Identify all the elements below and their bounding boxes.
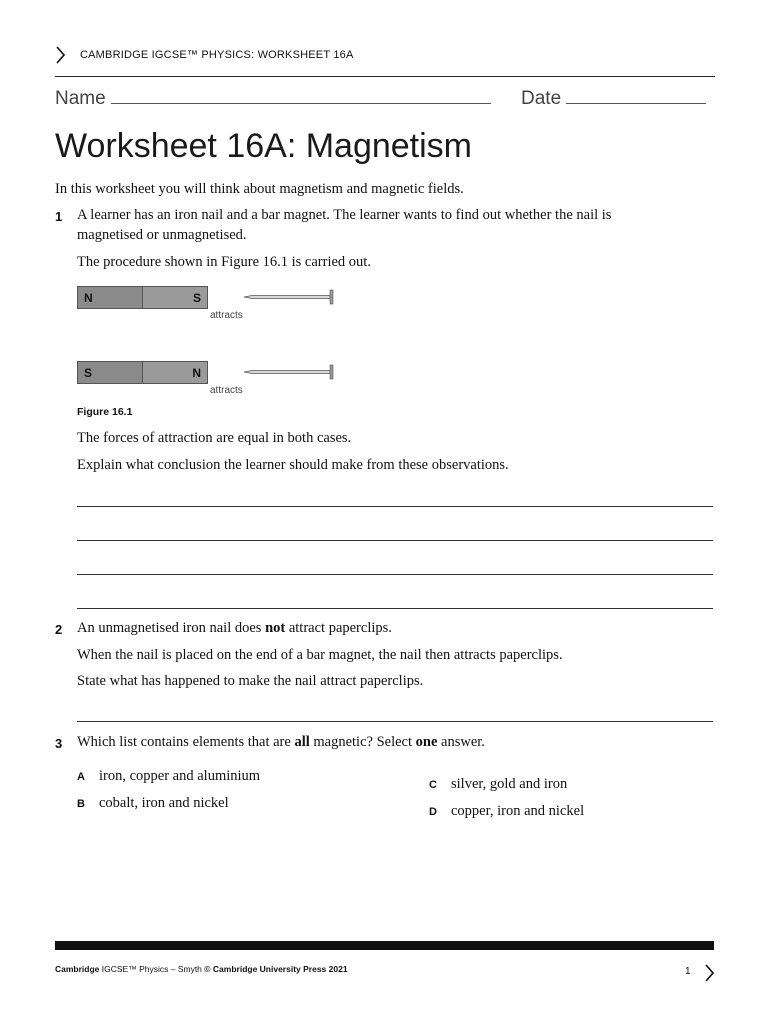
answer-line[interactable] xyxy=(77,506,713,507)
date-field[interactable] xyxy=(521,87,706,110)
chevron-right-icon[interactable] xyxy=(704,964,714,982)
question-2-line-1-start: An unmagnetised iron nail does xyxy=(77,620,266,636)
date-label: Date xyxy=(521,88,562,109)
iron-nail-1 xyxy=(244,289,336,305)
attracts-label-2: attracts xyxy=(210,385,243,396)
answer-line[interactable] xyxy=(77,721,713,722)
magnet-1-right-pole: S xyxy=(143,287,207,308)
magnet-2-left-pole: S xyxy=(78,362,143,383)
footer-credit xyxy=(55,964,348,974)
question-3-text xyxy=(77,732,485,752)
name-line xyxy=(111,87,491,104)
option-text: cobalt, iron and nickel xyxy=(99,795,229,811)
question-2-emphasis: not xyxy=(265,620,286,636)
option-c[interactable] xyxy=(429,774,567,794)
question-3-emphasis-one: one xyxy=(415,734,438,750)
attracts-label-1: attracts xyxy=(210,310,243,321)
question-3-text-mid: magnetic? Select xyxy=(309,734,416,750)
name-field[interactable] xyxy=(55,87,491,110)
footer-copyright: © Cambridge University Press 2021 xyxy=(204,964,348,974)
question-2-line-1 xyxy=(77,618,392,638)
question-3-number: 3 xyxy=(55,736,63,751)
footer-brand: Cambridge xyxy=(55,964,100,974)
option-d[interactable] xyxy=(429,801,584,821)
question-2-number: 2 xyxy=(55,622,63,637)
option-letter: D xyxy=(429,806,437,818)
question-1-number: 1 xyxy=(55,209,63,224)
answer-line[interactable] xyxy=(77,608,713,609)
footer-bar xyxy=(55,941,714,950)
question-3-text-end: answer. xyxy=(437,734,485,750)
magnet-2-right-pole: N xyxy=(143,362,207,383)
bar-magnet-1 xyxy=(77,286,208,309)
bar-magnet-2 xyxy=(77,361,208,384)
figure-caption: Figure 16.1 xyxy=(77,406,133,418)
option-b[interactable] xyxy=(77,793,229,813)
option-text: copper, iron and nickel xyxy=(451,803,585,819)
question-2-line-3: State what has happened to make the nail attract paperclips. xyxy=(77,673,424,689)
question-1-procedure: The procedure shown in Figure 16.1 is carried out. xyxy=(77,254,371,270)
option-letter: A xyxy=(77,771,85,783)
option-letter: B xyxy=(77,798,85,810)
chevron-right-icon xyxy=(55,46,65,64)
question-2-line-1-end: attract paperclips. xyxy=(285,620,392,636)
option-letter: C xyxy=(429,779,437,791)
name-label: Name xyxy=(55,88,106,109)
page-number: 1 xyxy=(685,966,691,977)
option-text: iron, copper and aluminium xyxy=(99,768,261,784)
iron-nail-2 xyxy=(244,364,336,380)
option-text: silver, gold and iron xyxy=(451,776,568,792)
date-line xyxy=(566,87,706,104)
intro-text: In this worksheet you will think about magnetism and magnetic fields. xyxy=(55,181,464,197)
question-3-emphasis-all: all xyxy=(294,734,310,750)
answer-line[interactable] xyxy=(77,574,713,575)
running-header: CAMBRIDGE IGCSE™ PHYSICS: WORKSHEET 16A xyxy=(80,49,354,61)
question-1-text: A learner has an iron nail and a bar magnet. The learner wants to find out whether the nail is magnetised or unmagnetised. xyxy=(77,207,612,243)
option-a[interactable] xyxy=(77,766,260,786)
header-rule xyxy=(55,76,715,77)
question-3-text-start: Which list contains elements that are xyxy=(77,734,295,750)
page-title: Worksheet 16A: Magnetism xyxy=(55,127,472,165)
question-1-statement: The forces of attraction are equal in both cases. xyxy=(77,430,352,446)
question-1-prompt: Explain what conclusion the learner should make from these observations. xyxy=(77,457,509,473)
answer-line[interactable] xyxy=(77,540,713,541)
footer-series: IGCSE™ Physics – Smyth xyxy=(99,964,205,974)
question-2-line-2: When the nail is placed on the end of a bar magnet, the nail then attracts paperclips. xyxy=(77,647,563,663)
magnet-1-left-pole: N xyxy=(78,287,143,308)
